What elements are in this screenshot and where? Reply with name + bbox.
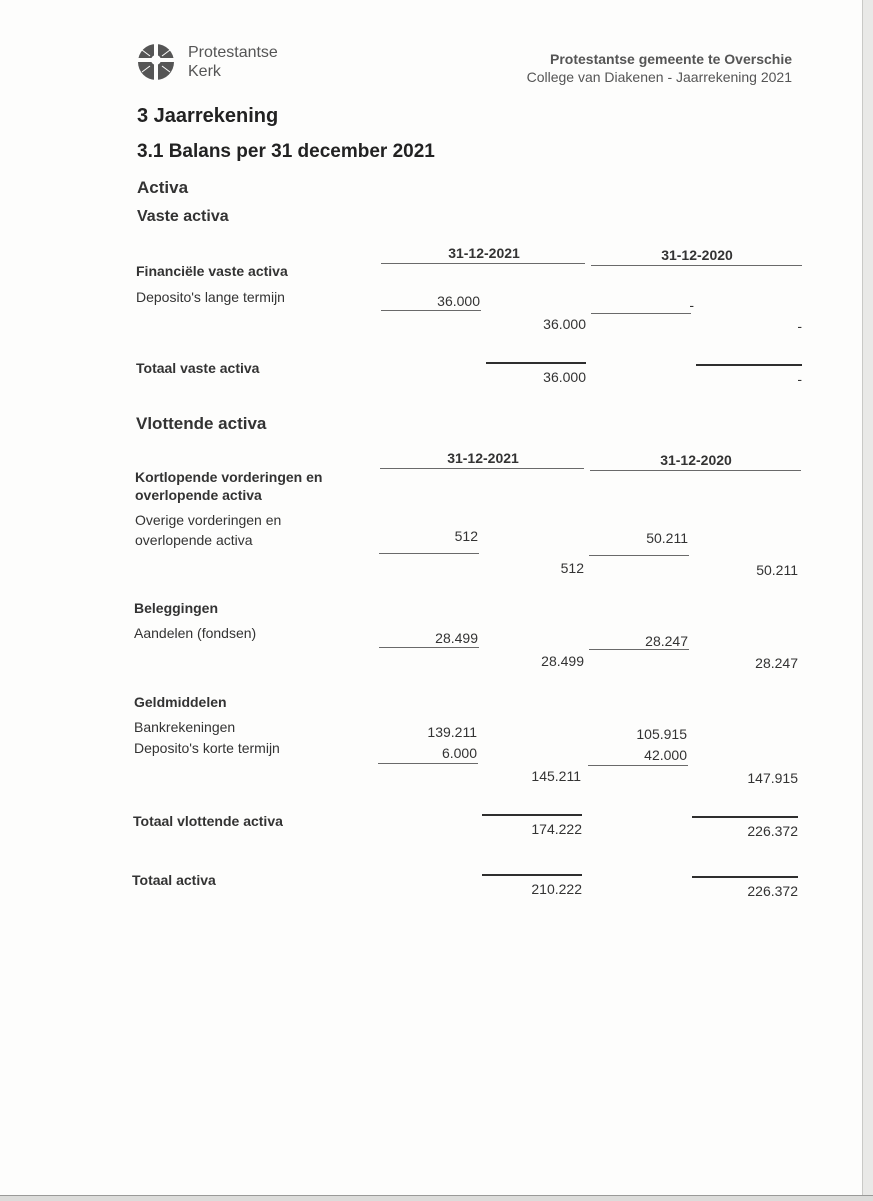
financiele-subtotal-2021: 36.000	[543, 316, 586, 332]
header-subtitle: College van Diakenen - Jaarrekening 2021	[526, 69, 792, 85]
totaal-vlottende-activa-2020: 226.372	[747, 823, 798, 839]
bankrekeningen-2020: 105.915	[636, 726, 687, 742]
beleggingen-subtotal-2020: 28.247	[755, 655, 798, 671]
activa-heading: Activa	[137, 178, 189, 197]
column-header-2021: 31-12-2021	[448, 245, 520, 261]
financiele-vaste-activa-title: Financiële vaste activa	[136, 263, 288, 279]
column-header-rule	[381, 263, 585, 264]
overige-vorderingen-label-line2: overlopende activa	[135, 532, 253, 548]
deposito-lange-2020: -	[689, 297, 694, 313]
scan-bottom-edge	[0, 1195, 873, 1201]
column-header-rule	[380, 468, 584, 469]
total-rule	[482, 814, 582, 816]
overige-vorderingen-label-line1: Overige vorderingen en	[135, 512, 282, 528]
geldmiddelen-subtotal-2021: 145.211	[531, 768, 581, 784]
deposito-korte-termijn-label: Deposito's korte termijn	[134, 740, 280, 756]
aandelen-label: Aandelen (fondsen)	[134, 625, 257, 641]
geldmiddelen-subtotal-2020: 147.915	[747, 770, 798, 786]
amount-rule	[589, 649, 689, 650]
amount-rule	[381, 310, 481, 311]
logo-text-line2: Kerk	[188, 63, 221, 80]
vlottende-activa-heading: Vlottende activa	[136, 414, 267, 433]
totaal-vaste-activa-2021: 36.000	[543, 369, 586, 385]
logo-text-line1: Protestantse	[188, 44, 278, 61]
section-title: 3.1 Balans per 31 december 2021	[137, 141, 435, 162]
totaal-vlottende-activa-2021: 174.222	[531, 821, 582, 837]
totaal-activa-2020: 226.372	[747, 883, 798, 899]
kortlopende-title-line1: Kortlopende vorderingen en	[135, 469, 323, 485]
total-rule	[482, 874, 582, 876]
kortlopende-subtotal-2021: 512	[560, 560, 584, 576]
column-header-2020: 31-12-2020	[661, 247, 733, 263]
beleggingen-title: Beleggingen	[134, 600, 219, 616]
amount-rule	[379, 647, 479, 648]
amount-rule	[588, 765, 688, 766]
total-rule	[486, 362, 586, 364]
bankrekeningen-label: Bankrekeningen	[134, 719, 236, 735]
total-rule	[692, 816, 798, 818]
totaal-activa-2021: 210.222	[531, 881, 582, 897]
chapter-title: 3 Jaarrekening	[137, 105, 279, 127]
overige-vorderingen-2021: 512	[454, 528, 478, 544]
amount-rule	[589, 555, 689, 556]
church-logo	[136, 40, 296, 84]
total-rule	[692, 876, 798, 878]
kortlopende-title-line2: overlopende activa	[135, 487, 262, 503]
deposito-lange-2021: 36.000	[437, 293, 480, 309]
deposito-korte-2020: 42.000	[644, 747, 687, 763]
total-rule	[696, 364, 802, 366]
aandelen-2021: 28.499	[435, 630, 478, 646]
header-organization: Protestantse gemeente te Overschie	[550, 51, 792, 67]
deposito-korte-2021: 6.000	[441, 745, 477, 761]
beleggingen-subtotal-2021: 28.499	[541, 653, 584, 669]
bankrekeningen-2021: 139.211	[427, 724, 477, 740]
amount-rule	[378, 763, 478, 764]
cross-emblem-icon	[136, 42, 176, 82]
financiele-subtotal-2020: -	[797, 318, 802, 334]
kortlopende-subtotal-2020: 50.211	[756, 562, 798, 578]
overige-vorderingen-2020: 50.211	[646, 530, 688, 546]
column-header-rule	[590, 470, 801, 471]
scan-right-edge	[862, 0, 873, 1201]
totaal-activa-label: Totaal activa	[132, 872, 216, 888]
totaal-vaste-activa-label: Totaal vaste activa	[136, 360, 260, 376]
deposito-lange-termijn-label: Deposito's lange termijn	[136, 289, 285, 305]
column-header-2021: 31-12-2021	[447, 450, 519, 466]
totaal-vlottende-activa-label: Totaal vlottende activa	[133, 813, 283, 829]
aandelen-2020: 28.247	[645, 633, 688, 649]
amount-rule	[591, 313, 691, 314]
amount-rule	[379, 553, 479, 554]
column-header-2020: 31-12-2020	[660, 452, 732, 468]
vaste-activa-heading: Vaste activa	[137, 208, 229, 225]
totaal-vaste-activa-2020: -	[797, 371, 802, 387]
geldmiddelen-title: Geldmiddelen	[134, 694, 227, 710]
column-header-rule	[591, 265, 802, 266]
